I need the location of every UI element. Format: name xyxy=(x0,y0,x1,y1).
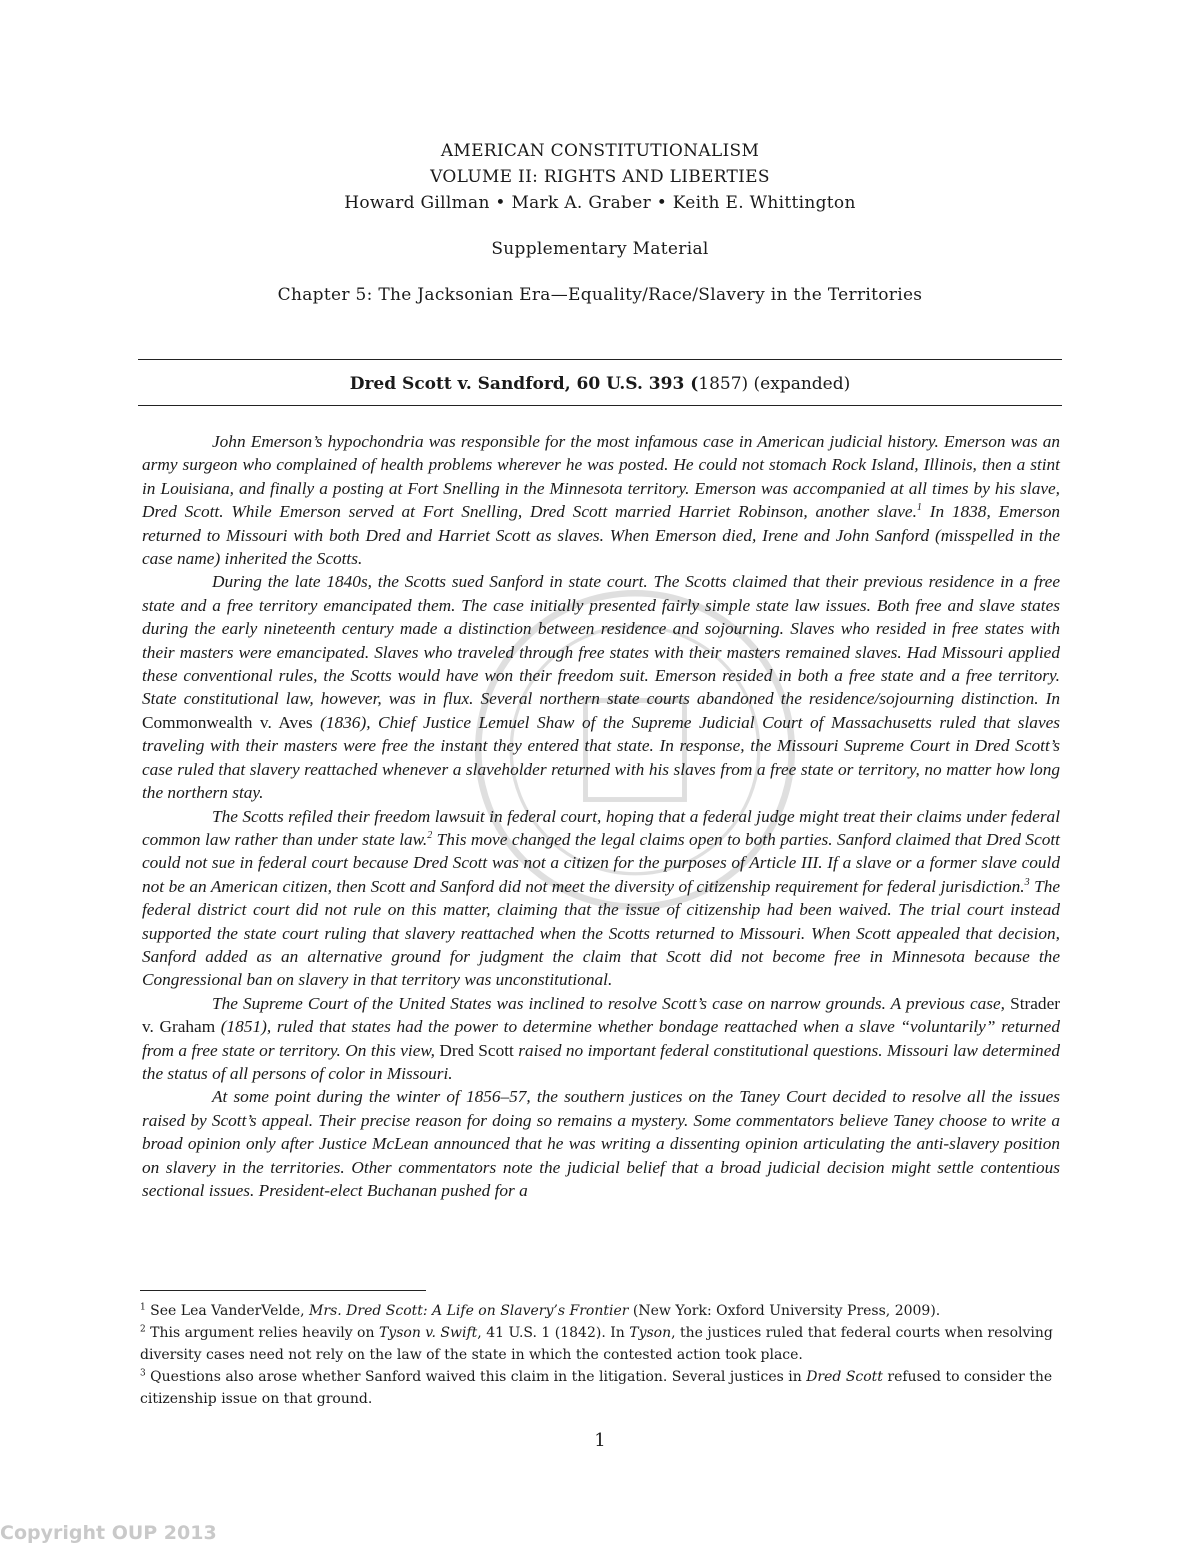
paragraph: At some point during the winter of 1856–57, the southern justices on the Taney Court decided to resolve all the issues raised by Scott’s appeal. Their precise reason for doing so remains a mystery. Some commentators believe Taney choose to write a broad opinion only after Justice McLean announced that he was writing a dissenting opinion articulating the anti-slavery position on slavery in the territories. Other commentators note the judicial belief that a broad judicial decision might settle contentious sectional issues. President-elect Buchanan pushed for a xyxy=(142,1087,1060,1200)
footnote-ref: 1 xyxy=(916,502,922,514)
document-header xyxy=(0,138,1200,308)
case-citation: , 60 U.S. 393 ( xyxy=(564,374,699,394)
paragraph: The Scotts refiled their freedom lawsuit in federal court, hoping that a federal judge might treat their claims under federal common law rather than under state law.$^2$ This move changed the legal claims open to both parties. Sanford claimed that Dred Scott could not sue in federal court because Dred Scott was not a citizen for the purposes of Article III. If a slave or a former slave could not be an American citizen, then Scott and Sanford did not meet the diversity of citizenship requirement for federal jurisdiction.$^3$ The federal district court did not rule on this matter, claiming that the issue of citizenship had been waived. The trial court instead supported the state court ruling that slavery reattached when the Scotts returned to Missouri. When Scott appealed that decision, Sanford added as an alternative ground for judgment the claim that Scott did not become free in Minnesota because the Congressional ban on slavery in that territory was unconstitutional. xyxy=(142,806,1061,990)
footnote: $^1$ See Lea VanderVelde, Mrs. Dred Scott: A Life on Slavery’s Frontier (New York: Oxford University Press, 2009). xyxy=(140,1302,941,1319)
case-reference: Strader v. Graham xyxy=(142,993,1060,1037)
book-title: AMERICAN CONSTITUTIONALISM xyxy=(440,141,760,161)
case-title xyxy=(138,372,1062,396)
bottom-divider xyxy=(138,405,1062,406)
authors: Howard Gillman • Mark A. Graber • Keith E. Whittington xyxy=(344,193,856,213)
footnotes xyxy=(140,1300,1070,1410)
footnote: $^3$ Questions also arose whether Sanford waived this claim in the litigation. Several justices in Dred Scott refused to consider the citizenship issue on that ground. xyxy=(140,1368,1053,1407)
page-number: 1 xyxy=(594,1430,606,1451)
footnote-ref: 3 xyxy=(1024,876,1030,888)
paragraph: John Emerson’s hypochondria was responsible for the most infamous case in American judicial history. Emerson was an army surgeon who complained of health problems wherever he was posted. He could not stomach Rock Island, Illinois, then a stint in Louisiana, and finally a posting at Fort Snelling in the Minnesota territory. Emerson was accompanied at all times by his slave, Dred Scott. While Emerson served at Fort Snelling, Dred Scott married Harriet Robinson, another slave.$^1$ In 1838, Emerson returned to Missouri with both Dred and Harriet Scott as slaves. When Emerson died, Irene and John Sanford (misspelled in the case name) inherited the Scotts. xyxy=(142,432,1060,569)
copyright-notice: Copyright OUP 2013 xyxy=(0,1522,217,1544)
case-reference: Dred Scott xyxy=(439,1040,514,1060)
footnote-divider xyxy=(140,1290,426,1291)
paragraph: The Supreme Court of the United States was inclined to resolve Scott’s case on narrow grounds. A previous case, Strader v. Graham (1851), ruled that states had the power to determine whether bondage reattached when a slave “voluntarily” returned from a free state or territory. On this view, Dred Scott raised no important federal constitutional questions. Missouri law determined the status of all persons of color in Missouri. xyxy=(142,993,1061,1083)
case-name: Dred Scott v. Sandford xyxy=(349,374,565,394)
case-reference: Commonwealth v. Aves xyxy=(142,712,313,732)
case-year: 1857) (expanded) xyxy=(698,374,851,394)
footnote-ref: 2 xyxy=(427,830,433,842)
volume-title: VOLUME II: RIGHTS AND LIBERTIES xyxy=(430,167,770,187)
supplement-label: Supplementary Material xyxy=(491,239,709,259)
top-divider xyxy=(138,359,1062,360)
chapter-title: Chapter 5: The Jacksonian Era—Equality/Race/Slavery in the Territories xyxy=(277,285,923,305)
paragraph: During the late 1840s, the Scotts sued Sanford in state court. The Scotts claimed that their previous residence in a free state and a free territory emancipated them. The case initially presented fairly simple state law issues. Both free and slave states during the early nineteenth century made a distinction between residence and sojourning. Slaves who resided in free states with their masters were emancipated. Slaves who traveled through free states with their masters remained slaves. Had Missouri applied these conventional rules, the Scotts would have won their freedom suit. Emerson resided in both a free state and a free territory. State constitutional law, however, was in flux. Several northern state courts abandoned the residence/sojourning distinction. In Commonwealth v. Aves (1836), Chief Justice Lemuel Shaw of the Supreme Judicial Court of Massachusetts ruled that slaves traveling with their masters were free the instant they entered that state. In response, the Missouri Supreme Court in Dred Scott’s case ruled that slavery reattached whenever a slaveholder returned with his slaves from a free state or territory, no matter how long the northern stay. xyxy=(142,572,1061,803)
footnote: $^2$ This argument relies heavily on Tyson v. Swift, 41 U.S. 1 (1842). In Tyson, the justices ruled that federal courts when resolving diversity cases need not rely on the law of the state in which the contested action took place. xyxy=(140,1324,1053,1363)
article-body xyxy=(142,430,1060,1202)
